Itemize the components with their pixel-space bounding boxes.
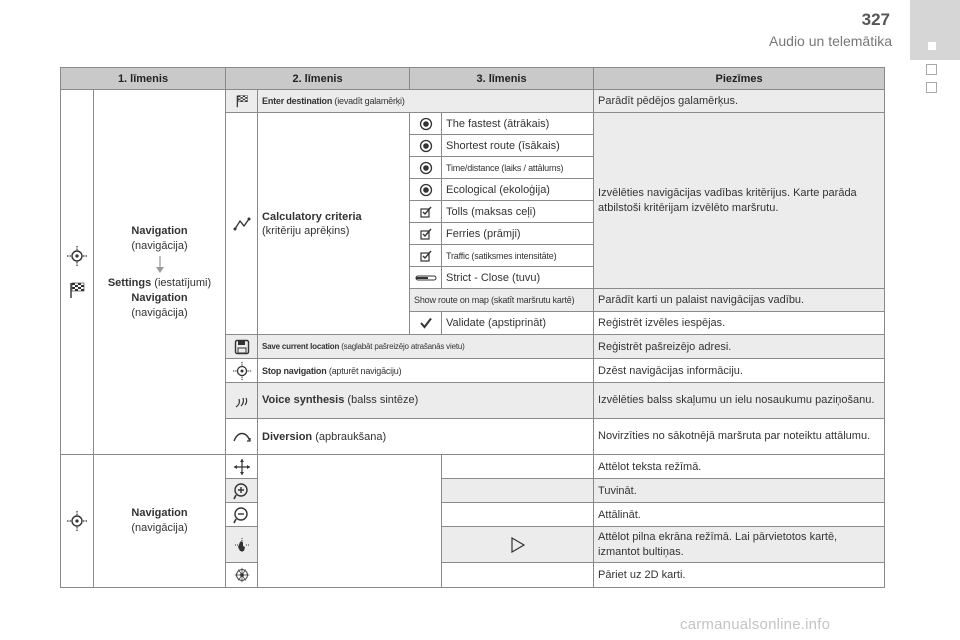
level2-icon-cell — [226, 479, 258, 503]
zoom-in-note: Tuvināt. — [594, 479, 885, 503]
level1-navigation2-sub: (navigācija) — [131, 306, 188, 319]
enter-destination-sub: (ievadīt galamērķi) — [332, 96, 405, 106]
level3-icon-cell — [410, 157, 442, 179]
move-arrows-icon — [233, 458, 251, 476]
fullscreen-pointer-icon — [233, 536, 251, 554]
enter-destination-label: Enter destination — [262, 96, 333, 106]
empty-icon-cell — [442, 479, 594, 503]
criteria-note: Izvēlēties navigācijas vadības kritērijus. Karte parāda atbilstoši kritērijam izvēlēto maršrutu. — [594, 113, 885, 289]
nav-dpad-icon — [66, 245, 88, 267]
radio-option-icon — [419, 117, 433, 131]
show-route-on-map: Show route on map (skatīt maršrutu kartē) — [410, 289, 594, 312]
level1-text-cell — [94, 455, 226, 588]
voice-synthesis-cell — [258, 383, 594, 419]
level2-icon-cell — [226, 563, 258, 588]
menu-table — [60, 67, 885, 588]
text-mode-note: Attēlot teksta režīmā. — [594, 455, 885, 479]
map-2d-note: Pāriet uz 2D karti. — [594, 563, 885, 588]
level3-icon-cell — [410, 113, 442, 135]
save-disk-icon — [234, 339, 250, 355]
zoom-in-icon — [233, 482, 251, 500]
level1-icons-cell — [61, 90, 94, 455]
checkbox-icon — [420, 228, 432, 240]
save-location-note: Reģistrēt pašreizējo adresi. — [594, 335, 885, 359]
zoom-out-icon — [233, 506, 251, 524]
option-fastest: The fastest (ātrākais) — [442, 113, 594, 135]
level3-icon-cell — [410, 201, 442, 223]
table-header-row — [61, 68, 885, 90]
diversion-label: Diversion — [262, 430, 313, 443]
option-ferries: Ferries (prāmji) — [442, 223, 594, 245]
section-title: Audio un telemātika — [769, 33, 892, 49]
diversion-note: Novirzīties no sākotnējā maršruta par noteiktu attālumu. — [594, 419, 885, 455]
tab-marker-outline — [926, 64, 937, 75]
level3-icon-cell — [410, 245, 442, 267]
show-route-note: Parādīt karti un palaist navigācijas vadību. — [594, 289, 885, 312]
level1-navigation-label: Navigation — [131, 507, 188, 519]
level1-text-cell — [94, 90, 226, 455]
level3-icon-cell — [410, 179, 442, 201]
stop-navigation-cell — [258, 359, 594, 383]
level1-navigation-sub: (navigācija) — [131, 239, 188, 252]
empty-icon-cell — [442, 455, 594, 479]
option-validate: Validate (apstiprināt) — [442, 312, 594, 335]
checkered-flag-icon — [68, 281, 86, 299]
level1-navigation-sub: (navigācija) — [131, 522, 188, 534]
map-2d-icon — [232, 565, 252, 585]
calculatory-criteria-label: Calculatory criteria — [262, 210, 362, 223]
header-level-1: 1. līmenis — [61, 68, 226, 90]
empty-icon-cell — [442, 503, 594, 527]
option-traffic: Traffic (satiksmes intensitāte) — [442, 245, 594, 267]
level3-icon-cell — [410, 135, 442, 157]
play-triangle-icon — [510, 537, 526, 553]
level2-icon-cell — [226, 455, 258, 479]
diversion-cell — [258, 419, 594, 455]
stop-navigation-note: Dzēst navigācijas informāciju. — [594, 359, 885, 383]
watermark: carmanualsonline.info — [680, 616, 831, 633]
empty-icon-cell — [442, 563, 594, 588]
diversion-icon — [233, 431, 251, 443]
level2-icon-cell — [226, 527, 258, 563]
level2-icon-cell — [226, 503, 258, 527]
level2-icon-cell — [226, 335, 258, 359]
radio-option-icon — [419, 183, 433, 197]
tab-marker-filled — [928, 42, 936, 50]
validate-note: Reģistrēt izvēles iespējas. — [594, 312, 885, 335]
voice-icon — [233, 393, 251, 409]
level1-icons-cell — [61, 455, 94, 588]
fullscreen-note: Attēlot pilna ekrāna režīmā. Lai pārvietotos kartē, izmantot bultiņas. — [594, 527, 885, 563]
level1-settings-sub: (iestatījumi) — [151, 276, 212, 289]
option-shortest: Shortest route (īsākais) — [442, 135, 594, 157]
table-row — [61, 455, 885, 479]
radio-option-icon — [419, 161, 433, 175]
level3-icon-cell — [410, 223, 442, 245]
radio-option-icon — [419, 139, 433, 153]
stop-navigation-label: Stop navigation — [262, 365, 327, 376]
level2-icon-cell — [226, 90, 258, 113]
checkbox-icon — [420, 250, 432, 262]
level3-icon-cell — [442, 527, 594, 563]
enter-destination-cell — [258, 90, 594, 113]
level2-icon-cell — [226, 419, 258, 455]
voice-synthesis-note: Izvēlēties balss skaļumu un ielu nosaukumu paziņošanu. — [594, 383, 885, 419]
calculatory-criteria-cell — [258, 113, 410, 335]
header-level-2: 2. līmenis — [226, 68, 410, 90]
level2-icon-cell — [226, 359, 258, 383]
option-strict-close: Strict - Close (tuvu) — [442, 267, 594, 289]
header-level-3: 3. līmenis — [410, 68, 594, 90]
level1-navigation2-label: Navigation — [131, 291, 188, 304]
save-location-label: Save current location — [262, 342, 340, 351]
chapter-tab — [910, 0, 960, 60]
level2-icon-cell — [226, 383, 258, 419]
tab-marker-outline — [926, 82, 937, 93]
checkbox-icon — [420, 206, 432, 218]
level2-icon-cell — [226, 113, 258, 335]
checkered-flag-icon — [235, 94, 249, 108]
level3-icon-cell — [410, 267, 442, 289]
option-time-distance: Time/distance (laiks / attālums) — [442, 157, 594, 179]
page-number: 327 — [861, 10, 890, 29]
arrow-down-icon — [98, 256, 221, 276]
header-notes: Piezīmes — [594, 68, 885, 90]
table-row — [61, 90, 885, 113]
nav-dpad-icon — [66, 510, 88, 532]
voice-synthesis-sub: (balss sintēze) — [344, 394, 419, 406]
route-criteria-icon — [233, 217, 251, 231]
stop-navigation-sub: (apturēt navigāciju) — [326, 365, 402, 376]
checkmark-icon — [420, 317, 432, 329]
empty-cell — [258, 455, 442, 588]
level1-settings-label: Settings — [107, 276, 152, 289]
calculatory-criteria-sub: (kritēriju aprēķins) — [262, 224, 350, 237]
level1-navigation-label: Navigation — [131, 224, 188, 237]
save-location-cell — [258, 335, 594, 359]
voice-synthesis-label: Voice synthesis — [262, 394, 345, 406]
slider-icon — [415, 274, 437, 282]
option-ecological: Ecological (ekoloģija) — [442, 179, 594, 201]
diversion-sub: (apbraukšana) — [312, 430, 387, 443]
save-location-sub: (saglabāt pašreizējo atrašanās vietu) — [339, 342, 465, 351]
level3-icon-cell — [410, 312, 442, 335]
zoom-out-note: Attālināt. — [594, 503, 885, 527]
enter-destination-note: Parādīt pēdējos galamērķus. — [594, 90, 885, 113]
option-tolls: Tolls (maksas ceļi) — [442, 201, 594, 223]
nav-dpad-icon — [232, 361, 252, 381]
